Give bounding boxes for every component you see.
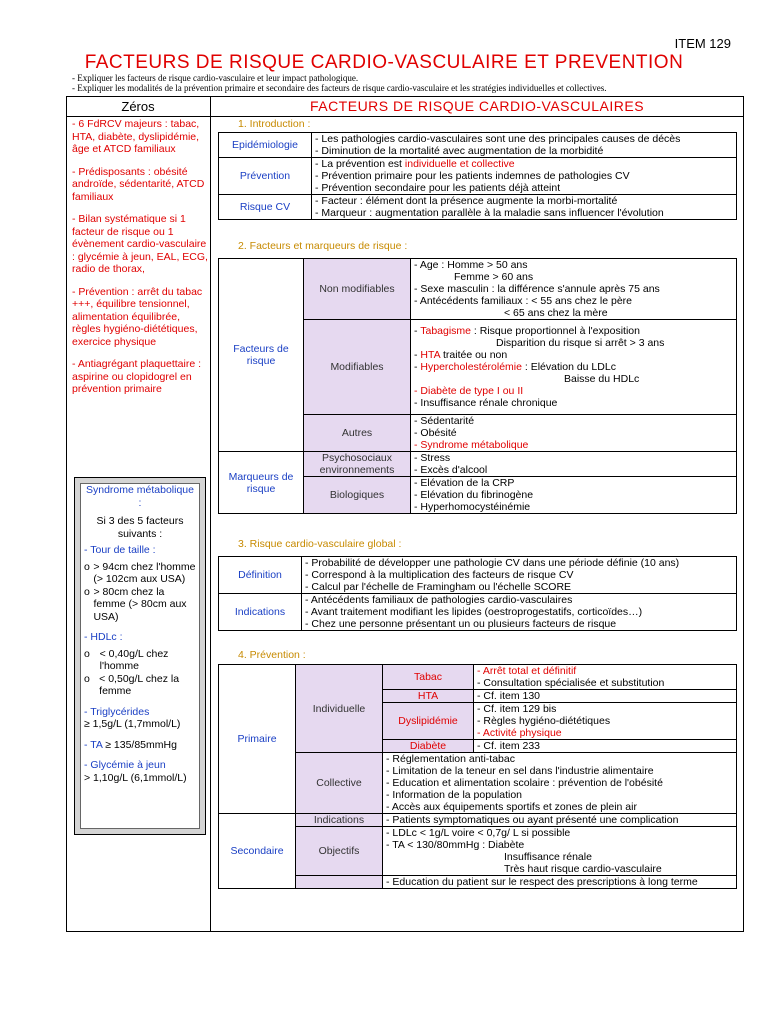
cell-line: - LDLc < 1g/L voire < 0,7g/ L si possible — [386, 827, 571, 839]
cell-line: Insuffisance rénale — [504, 851, 592, 863]
section-introduction: 1. Introduction : — [238, 118, 311, 130]
cell-text: - — [414, 361, 421, 373]
zeros-item: - 6 FdRCV majeurs : tabac, HTA, diabète, dyslipidémie, âge et ATCD familiaux — [72, 118, 200, 155]
hdl-label: - HDLc : — [84, 631, 123, 643]
epidemio-label: Epidémiologie — [219, 133, 312, 158]
indications-label: Indications — [296, 814, 383, 827]
hta-label: HTA — [383, 690, 474, 703]
cell-line: - Patients symptomatiques ou ayant présenté une complication — [386, 814, 679, 826]
collective-label: Collective — [296, 753, 383, 814]
section-facteurs: 2. Facteurs et marqueurs de risque : — [238, 240, 408, 252]
cell-line: - Activité physique — [477, 727, 562, 739]
cell-line: - Cf. item 233 — [477, 740, 541, 752]
tour-item: > 94cm chez l'homme (> 102cm aux USA) — [93, 560, 196, 585]
cell-line: - Probabilité de développer une pathologie CV dans une période définie (10 ans) — [305, 557, 680, 569]
objectifs-label: Objectifs — [296, 827, 383, 876]
bullet: o — [84, 585, 90, 598]
bullet: o — [84, 647, 90, 660]
marqueurs-label: Marqueurs de risque — [219, 452, 304, 514]
cell-text: HTA — [420, 349, 441, 361]
page-title: FACTEURS DE RISQUE CARDIO-VASCULAIRE ET PREVENTION — [84, 52, 684, 73]
cell-line: Femme > 60 ans — [454, 271, 534, 283]
prevention-label: Prévention — [219, 158, 312, 195]
cell-text: Tabagisme — [420, 325, 472, 337]
zeros-item: - Bilan systématique si 1 facteur de risque ou 1 évènement cardio-vasculaire : glycémie à jeun, EAL, ECG, radio de thorax, — [72, 213, 208, 275]
mod-label: Modifiables — [304, 320, 411, 415]
cell-line: - Consultation spécialisée et substitution — [477, 677, 665, 689]
cell-line: - Prévention primaire pour les patients indemnes de pathologies CV — [315, 170, 630, 182]
cell-line: - Elévation du fibrinogène — [414, 489, 534, 501]
cell-line: - Marqueur : augmentation parallèle à la maladie sans influencer l'évolution — [315, 207, 664, 219]
objectives — [72, 73, 607, 93]
syndrome-box — [74, 477, 206, 835]
cell-line: - Limitation de la teneur en sel dans l'industrie alimentaire — [386, 765, 654, 777]
section-prevention: 4. Prévention : — [238, 649, 306, 661]
cell-text: individuelle et collective — [404, 158, 515, 170]
cell-line: - Education et alimentation scolaire : prévention de l'obésité — [386, 777, 663, 789]
tg-value: ≥ 1,5g/L (1,7mmol/L) — [84, 718, 181, 730]
syndrome-title: Syndrome métabolique : — [86, 484, 194, 509]
cell-line: - Obésité — [414, 427, 457, 439]
facteurs-table — [218, 258, 737, 514]
cell-line: Disparition du risque si arrêt > 3 ans — [496, 337, 665, 349]
cell-line: - Age : Homme > 50 ans — [414, 259, 528, 271]
cell-line: - Prévention secondaire pour les patients déjà atteint — [315, 182, 561, 194]
global-table — [218, 556, 737, 631]
cell-line: - Insuffisance rénale chronique — [414, 397, 558, 409]
zeros-list — [72, 118, 208, 406]
ta-label: - TA — [84, 738, 103, 751]
psycho-label: Psychosociaux environnements — [304, 452, 411, 477]
zeros-item: - Antiagrégant plaquettaire : aspirine ou clopidogrel en prévention primaire — [72, 358, 202, 395]
bullet: o — [84, 560, 90, 573]
cell-line: - TA < 130/80mmHg : Diabète — [386, 839, 525, 851]
cell-line: - Syndrome métabolique — [414, 439, 529, 451]
zeros-item: - Prédisposants : obésité androïde, sédentarité, ATCD familiaux — [72, 165, 205, 203]
cell-line: - Excès d'alcool — [414, 464, 488, 476]
cell-line: - Diabète de type I ou II — [414, 385, 524, 397]
secondaire-label: Secondaire — [219, 814, 296, 889]
header-zeros: Zéros — [121, 99, 155, 114]
cell-line: - Sédentarité — [414, 415, 475, 427]
cell-text: : Elévation du LDLc — [521, 361, 616, 373]
cell-line: - Avant traitement modifiant les lipides (oestroprogestatifs, corticoïdes…) — [305, 606, 643, 618]
primaire-label: Primaire — [219, 665, 296, 814]
ta-value: ≥ 135/85mmHg — [105, 738, 177, 751]
risque-label: Risque CV — [219, 195, 312, 220]
cell-line: - Facteur : élément dont la présence augmente la morbi-mortalité — [315, 195, 618, 207]
header-divider — [66, 116, 744, 117]
bullet: o — [84, 672, 90, 685]
gly-label: - Glycémie à jeun — [84, 759, 166, 771]
hdl-item: < 0,50g/L chez la femme — [99, 672, 180, 697]
cell-line: - Règles hygiéno-diététiques — [477, 715, 611, 727]
cell-line: Baisse du HDLc — [564, 373, 640, 385]
gly-value: > 1,10g/L (6,1mmol/L) — [84, 771, 187, 784]
cell-line: - Information de la population — [386, 789, 523, 801]
objective-1: - Expliquer les facteurs de risque cardio-vasculaire et leur impact pathologique. — [72, 73, 359, 83]
cell-text: - La prévention est — [315, 158, 405, 170]
cell-text: Hypercholestérolémie — [420, 361, 522, 373]
cell-text: - — [414, 349, 421, 361]
autres-label: Autres — [304, 415, 411, 452]
prevention-table — [218, 664, 737, 889]
cell-line: - Les pathologies cardio-vasculaires sont une des principales causes de décès — [315, 133, 681, 145]
tour-item: > 80cm chez la femme (> 80cm aux USA) — [93, 585, 187, 623]
objectifs-extra — [296, 876, 383, 889]
header-facteurs: FACTEURS DE RISQUE CARDIO-VASCULAIRES — [309, 98, 645, 114]
bio-label: Biologiques — [304, 477, 411, 514]
column-divider — [210, 96, 211, 932]
cell-line: - Arrêt total et définitif — [477, 665, 577, 677]
syndrome-intro: Si 3 des 5 facteurs suivants : — [96, 515, 184, 540]
section-global: 3. Risque cardio-vasculaire global : — [238, 538, 402, 550]
cell-text: traitée ou non — [440, 349, 508, 361]
item-number: ITEM 129 — [674, 36, 731, 51]
cell-line: Très haut risque cardio-vasculaire — [504, 863, 662, 875]
cell-line: - Correspond à la multiplication des facteurs de risque CV — [305, 569, 574, 581]
cell-line: - Accès aux équipements sportifs et zones de plein air — [386, 801, 637, 813]
cell-line: - Cf. item 129 bis — [477, 703, 557, 715]
cell-text: - — [414, 325, 421, 337]
cell-line: - Sexe masculin : la différence s'annule après 75 ans — [414, 283, 660, 295]
indications-label: Indications — [219, 594, 302, 631]
dyslipidemie-label: Dyslipidémie — [383, 703, 474, 740]
cell-line: - Cf. item 130 — [477, 690, 541, 702]
tour-label: - Tour de taille : — [84, 544, 156, 556]
diabete-label: Diabète — [383, 740, 474, 753]
cell-line: - Education du patient sur le respect des prescriptions à long terme — [386, 876, 698, 888]
cell-line: - Chez une personne présentant un ou plusieurs facteurs de risque — [305, 618, 617, 630]
cell-line: < 65 ans chez la mère — [504, 307, 608, 319]
hdl-item: < 0,40g/L chez l'homme — [99, 647, 169, 672]
cell-line: - Calcul par l'échelle de Framingham ou l'échelle SCORE — [305, 581, 572, 593]
cell-line: - Réglementation anti-tabac — [386, 753, 515, 765]
cell-line: - Stress — [414, 452, 451, 464]
introduction-table — [218, 132, 737, 220]
cell-line: - Diminution de la mortalité avec augmentation de la morbidité — [315, 145, 604, 157]
tg-label: - Triglycérides — [84, 705, 150, 718]
tabac-label: Tabac — [383, 665, 474, 690]
individuelle-label: Individuelle — [296, 665, 383, 753]
nonmod-label: Non modifiables — [304, 259, 411, 320]
cell-line: - Hyperhomocystéinémie — [414, 501, 531, 513]
objective-2: - Expliquer les modalités de la prévention primaire et secondaire des facteurs de risque cardio-vasculaire et les stratégies individuelles et collectives. — [72, 83, 607, 93]
cell-line: - Antécédents familiaux de pathologies cardio-vasculaires — [305, 594, 573, 606]
cell-text: : Risque proportionnel à l'exposition — [471, 325, 640, 337]
definition-label: Définition — [219, 557, 302, 594]
fdr-label: Facteurs de risque — [219, 259, 304, 452]
cell-line: - Antécédents familiaux : < 55 ans chez le père — [414, 295, 633, 307]
zeros-item: - Prévention : arrêt du tabac +++, équilibre tensionnel, alimentation équilibrée, règles hygiéno-diététiques, exercice physique — [72, 285, 203, 348]
cell-line: - Elévation de la CRP — [414, 477, 515, 489]
